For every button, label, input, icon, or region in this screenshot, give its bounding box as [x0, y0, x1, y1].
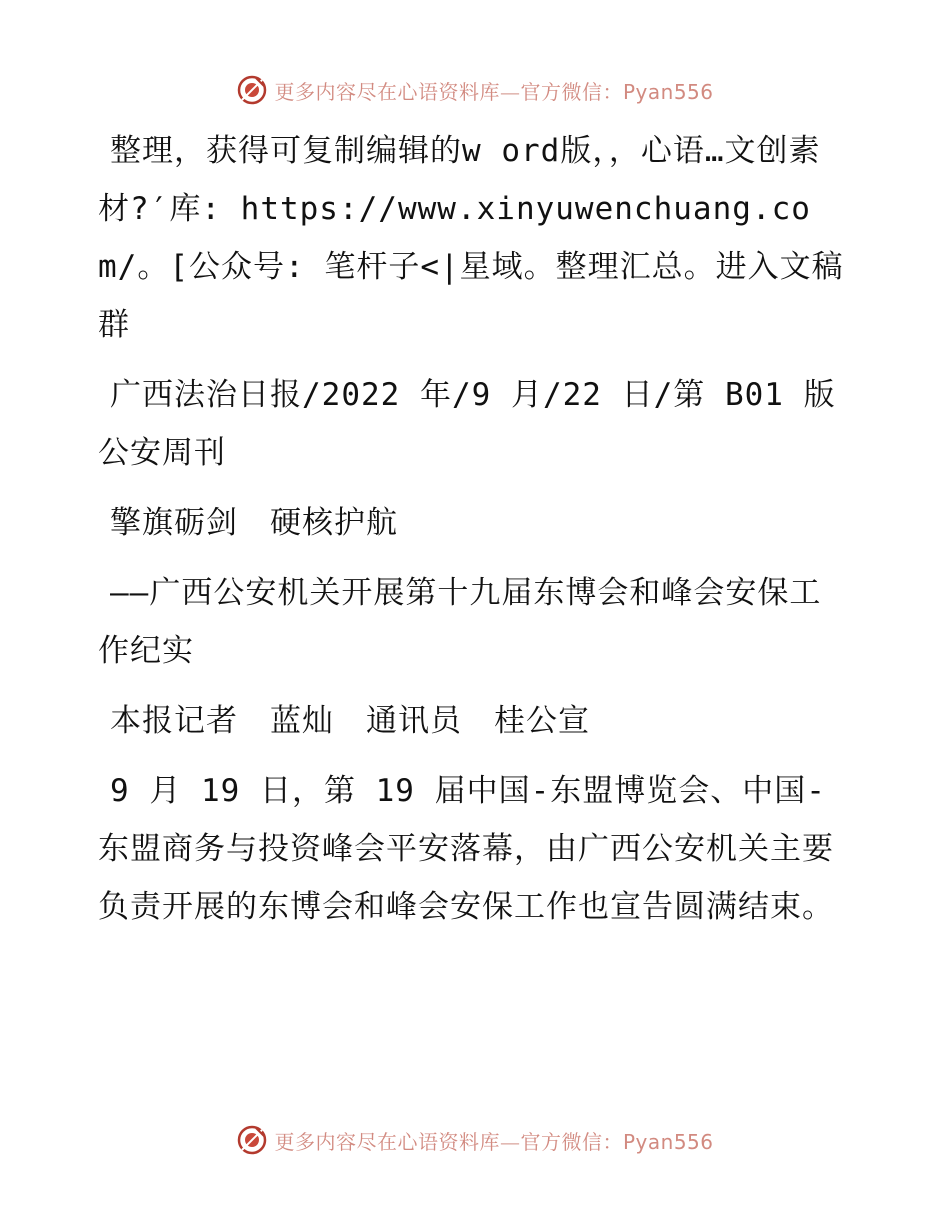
footer-watermark — [0, 1120, 950, 1160]
intro-note: 整理，获得可复制编辑的w ord版，，心语…文创素材?′库: https://www.xinyuwenchuang.com/。[公众号: 笔杆子<|星域。整理汇总。进入文稿群 — [98, 133, 844, 343]
header-watermark — [0, 70, 950, 110]
brand-logo-icon — [236, 74, 268, 106]
body-paragraph: 9 月 19 日，第 19 届中国-东盟博览会、中国-东盟商务与投资峰会平安落幕，由广西公安机关主要负责开展的东博会和峰会安保工作也宣告圆满结束。 — [98, 773, 834, 925]
watermark-text: 更多内容尽在心语资料库—官方微信：Pyan556 — [274, 79, 714, 104]
article-subtitle: ——广西公安机关开展第十九届东博会和峰会安保工作纪实 — [98, 575, 822, 669]
document-body — [98, 122, 850, 948]
watermark-text: 更多内容尽在心语资料库—官方微信：Pyan556 — [274, 1129, 714, 1154]
source-line: 广西法治日报/2022 年/9 月/22 日/第 B01 版公安周刊 — [98, 377, 836, 471]
brand-logo-icon — [236, 1124, 268, 1156]
article-title: 擎旗砺剑 硬核护航 — [110, 505, 398, 541]
byline: 本报记者 蓝灿 通讯员 桂公宣 — [110, 703, 590, 739]
